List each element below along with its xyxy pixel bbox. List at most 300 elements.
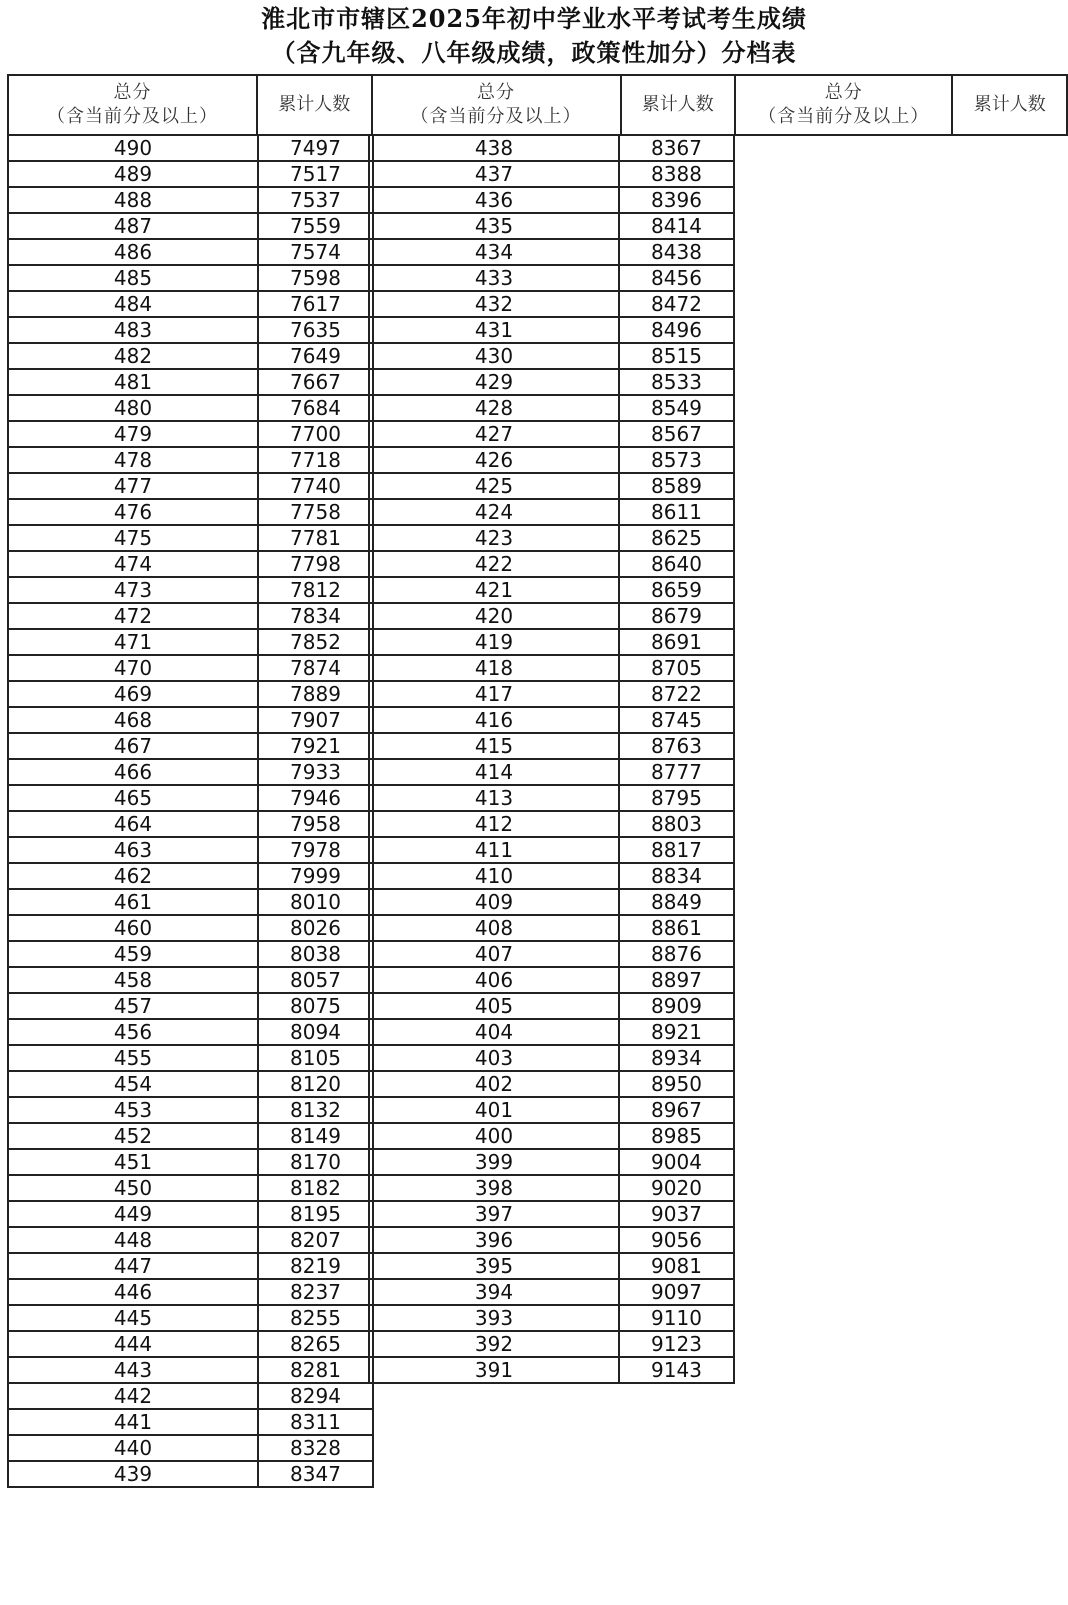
- score-cell: 392: [369, 1331, 619, 1357]
- count-cell: 8589: [619, 473, 734, 499]
- header-score-sub: （含当前分及以上）: [758, 106, 930, 127]
- score-cell: 479: [8, 421, 258, 447]
- score-cell: 483: [8, 317, 258, 343]
- count-cell: 8255: [258, 1305, 373, 1331]
- count-cell: 8182: [258, 1175, 373, 1201]
- count-cell: 8909: [619, 993, 734, 1019]
- count-cell: 7999: [258, 863, 373, 889]
- count-cell: 8094: [258, 1019, 373, 1045]
- count-cell: 8265: [258, 1331, 373, 1357]
- header-score: [372, 75, 621, 135]
- score-cell: 481: [8, 369, 258, 395]
- table-row: [369, 265, 734, 291]
- score-cell: 402: [369, 1071, 619, 1097]
- count-cell: 8294: [258, 1383, 373, 1409]
- table-row: [369, 161, 734, 187]
- count-cell: 7684: [258, 395, 373, 421]
- score-cell: 485: [8, 265, 258, 291]
- table-row: [8, 421, 373, 447]
- table-row: [8, 499, 373, 525]
- score-cell: 430: [369, 343, 619, 369]
- count-cell: 8515: [619, 343, 734, 369]
- table-row: [369, 1227, 734, 1253]
- count-cell: 7933: [258, 759, 373, 785]
- score-table-column-1: [7, 134, 374, 1488]
- score-cell: 475: [8, 525, 258, 551]
- score-cell: 487: [8, 213, 258, 239]
- table-row: [8, 629, 373, 655]
- header-count: 累计人数: [952, 75, 1067, 135]
- table-row: [369, 915, 734, 941]
- score-cell: 415: [369, 733, 619, 759]
- score-cell: 416: [369, 707, 619, 733]
- table-row: [8, 473, 373, 499]
- score-cell: 489: [8, 161, 258, 187]
- score-cell: 438: [369, 135, 619, 161]
- count-cell: 8396: [619, 187, 734, 213]
- count-cell: 8149: [258, 1123, 373, 1149]
- table-row: [369, 681, 734, 707]
- score-cell: 395: [369, 1253, 619, 1279]
- table-row: [8, 1123, 373, 1149]
- count-cell: 8611: [619, 499, 734, 525]
- table-row: [8, 863, 373, 889]
- count-cell: 9110: [619, 1305, 734, 1331]
- table-row: [8, 525, 373, 551]
- score-cell: 449: [8, 1201, 258, 1227]
- score-cell: 465: [8, 785, 258, 811]
- count-cell: 8876: [619, 941, 734, 967]
- count-cell: 8549: [619, 395, 734, 421]
- score-cell: 454: [8, 1071, 258, 1097]
- score-cell: 490: [8, 135, 258, 161]
- table-row: [8, 811, 373, 837]
- score-cell: 406: [369, 967, 619, 993]
- score-cell: 411: [369, 837, 619, 863]
- table-row: [369, 239, 734, 265]
- score-cell: 453: [8, 1097, 258, 1123]
- score-cell: 482: [8, 343, 258, 369]
- count-cell: 8414: [619, 213, 734, 239]
- score-cell: 432: [369, 291, 619, 317]
- count-cell: 7617: [258, 291, 373, 317]
- count-cell: 7781: [258, 525, 373, 551]
- table-row: [8, 1097, 373, 1123]
- table-row: [369, 993, 734, 1019]
- table-row: [369, 421, 734, 447]
- score-table-column-2: [368, 134, 735, 1384]
- score-cell: 452: [8, 1123, 258, 1149]
- table-row: [369, 1201, 734, 1227]
- score-cell: 456: [8, 1019, 258, 1045]
- score-cell: 443: [8, 1357, 258, 1383]
- count-cell: 7574: [258, 239, 373, 265]
- table-row: [8, 1045, 373, 1071]
- header-score-sub: （含当前分及以上）: [47, 106, 219, 127]
- header-score: [735, 75, 952, 135]
- table-row: [8, 265, 373, 291]
- score-cell: 472: [8, 603, 258, 629]
- score-cell: 484: [8, 291, 258, 317]
- table-row: [369, 733, 734, 759]
- table-row: [369, 811, 734, 837]
- table-row: [8, 1409, 373, 1435]
- score-cell: 439: [8, 1461, 258, 1487]
- score-cell: 437: [369, 161, 619, 187]
- count-cell: 8207: [258, 1227, 373, 1253]
- score-cell: 473: [8, 577, 258, 603]
- count-cell: 8075: [258, 993, 373, 1019]
- count-cell: 8438: [619, 239, 734, 265]
- table-row: [8, 707, 373, 733]
- count-cell: 7537: [258, 187, 373, 213]
- table-row: [369, 525, 734, 551]
- count-cell: 8237: [258, 1279, 373, 1305]
- count-cell: 7958: [258, 811, 373, 837]
- count-cell: 8745: [619, 707, 734, 733]
- score-cell: 393: [369, 1305, 619, 1331]
- score-cell: 477: [8, 473, 258, 499]
- score-table-header: [7, 74, 1068, 136]
- table-row: [369, 213, 734, 239]
- score-cell: 422: [369, 551, 619, 577]
- count-cell: 8921: [619, 1019, 734, 1045]
- table-row: [369, 499, 734, 525]
- score-cell: 461: [8, 889, 258, 915]
- count-cell: 7946: [258, 785, 373, 811]
- score-cell: 463: [8, 837, 258, 863]
- table-row: [8, 1201, 373, 1227]
- count-cell: 8328: [258, 1435, 373, 1461]
- count-cell: 7834: [258, 603, 373, 629]
- count-cell: 8777: [619, 759, 734, 785]
- table-row: [8, 1149, 373, 1175]
- score-cell: 399: [369, 1149, 619, 1175]
- table-row: [369, 187, 734, 213]
- table-row: [369, 889, 734, 915]
- table-row: [8, 213, 373, 239]
- header-score-label: 总分: [824, 82, 863, 103]
- count-cell: 8625: [619, 525, 734, 551]
- score-cell: 423: [369, 525, 619, 551]
- count-cell: 7667: [258, 369, 373, 395]
- table-row: [8, 1435, 373, 1461]
- score-cell: 480: [8, 395, 258, 421]
- score-cell: 446: [8, 1279, 258, 1305]
- count-cell: 8659: [619, 577, 734, 603]
- table-row: [8, 317, 373, 343]
- table-row: [8, 1461, 373, 1487]
- count-cell: 8691: [619, 629, 734, 655]
- count-cell: 7907: [258, 707, 373, 733]
- score-table-body-2: [369, 135, 734, 1383]
- table-row: [369, 551, 734, 577]
- table-row: [369, 1279, 734, 1305]
- table-row: [8, 1383, 373, 1409]
- header-count: 累计人数: [621, 75, 735, 135]
- score-cell: 488: [8, 187, 258, 213]
- table-row: [369, 707, 734, 733]
- score-cell: 445: [8, 1305, 258, 1331]
- count-cell: 8311: [258, 1409, 373, 1435]
- count-cell: 8763: [619, 733, 734, 759]
- count-cell: 8367: [619, 135, 734, 161]
- page-title: 淮北市市辖区2025年初中学业水平考试考生成绩: [261, 4, 807, 33]
- table-row: [8, 941, 373, 967]
- score-cell: 450: [8, 1175, 258, 1201]
- count-cell: 8573: [619, 447, 734, 473]
- score-cell: 444: [8, 1331, 258, 1357]
- table-row: [369, 1071, 734, 1097]
- score-cell: 408: [369, 915, 619, 941]
- page-subtitle: （含九年级、八年级成绩，政策性加分）分档表: [271, 38, 797, 67]
- score-cell: 418: [369, 655, 619, 681]
- table-row: [369, 577, 734, 603]
- table-row: [369, 655, 734, 681]
- score-cell: 413: [369, 785, 619, 811]
- table-row: [8, 1279, 373, 1305]
- count-cell: 7497: [258, 135, 373, 161]
- count-cell: 8967: [619, 1097, 734, 1123]
- table-row: [369, 291, 734, 317]
- score-cell: 459: [8, 941, 258, 967]
- count-cell: 8170: [258, 1149, 373, 1175]
- count-cell: 7978: [258, 837, 373, 863]
- table-row: [369, 395, 734, 421]
- score-cell: 447: [8, 1253, 258, 1279]
- score-cell: 460: [8, 915, 258, 941]
- count-cell: 9020: [619, 1175, 734, 1201]
- count-cell: 8817: [619, 837, 734, 863]
- count-cell: 8897: [619, 967, 734, 993]
- table-row: [369, 1045, 734, 1071]
- count-cell: 8985: [619, 1123, 734, 1149]
- table-row: [8, 1357, 373, 1383]
- count-cell: 8281: [258, 1357, 373, 1383]
- table-row: [8, 733, 373, 759]
- count-cell: 9037: [619, 1201, 734, 1227]
- table-row: [369, 1175, 734, 1201]
- score-cell: 410: [369, 863, 619, 889]
- table-row: [8, 967, 373, 993]
- table-row: [8, 655, 373, 681]
- count-cell: 8347: [258, 1461, 373, 1487]
- table-row: [8, 395, 373, 421]
- count-cell: 7812: [258, 577, 373, 603]
- score-cell: 396: [369, 1227, 619, 1253]
- header-score-label: 总分: [477, 82, 516, 103]
- count-cell: 8496: [619, 317, 734, 343]
- table-row: [369, 447, 734, 473]
- score-cell: 398: [369, 1175, 619, 1201]
- table-row: [369, 1123, 734, 1149]
- count-cell: 8849: [619, 889, 734, 915]
- score-cell: 457: [8, 993, 258, 1019]
- table-row: [8, 291, 373, 317]
- count-cell: 8679: [619, 603, 734, 629]
- count-cell: 9004: [619, 1149, 734, 1175]
- table-row: [369, 1253, 734, 1279]
- header-score: [8, 75, 257, 135]
- score-cell: 470: [8, 655, 258, 681]
- table-row: [369, 1305, 734, 1331]
- score-cell: 474: [8, 551, 258, 577]
- score-cell: 466: [8, 759, 258, 785]
- count-cell: 9097: [619, 1279, 734, 1305]
- count-cell: 7852: [258, 629, 373, 655]
- score-cell: 431: [369, 317, 619, 343]
- table-row: [8, 603, 373, 629]
- table-row: [8, 759, 373, 785]
- table-row: [369, 629, 734, 655]
- table-row: [369, 1149, 734, 1175]
- count-cell: 8722: [619, 681, 734, 707]
- table-row: [369, 785, 734, 811]
- score-cell: 448: [8, 1227, 258, 1253]
- score-cell: 468: [8, 707, 258, 733]
- count-cell: 8038: [258, 941, 373, 967]
- count-cell: 9123: [619, 1331, 734, 1357]
- table-row: [369, 1097, 734, 1123]
- table-row: [369, 759, 734, 785]
- table-row: [369, 1357, 734, 1383]
- count-cell: 9081: [619, 1253, 734, 1279]
- score-cell: 458: [8, 967, 258, 993]
- score-cell: 429: [369, 369, 619, 395]
- count-cell: 7740: [258, 473, 373, 499]
- table-row: [369, 343, 734, 369]
- table-row: [369, 863, 734, 889]
- count-cell: 8026: [258, 915, 373, 941]
- score-cell: 435: [369, 213, 619, 239]
- score-cell: 407: [369, 941, 619, 967]
- count-cell: 8567: [619, 421, 734, 447]
- count-cell: 7758: [258, 499, 373, 525]
- score-cell: 403: [369, 1045, 619, 1071]
- score-cell: 424: [369, 499, 619, 525]
- table-row: [8, 1331, 373, 1357]
- score-table-body-1: [8, 135, 373, 1487]
- count-cell: 7718: [258, 447, 373, 473]
- count-cell: 8533: [619, 369, 734, 395]
- table-row: [8, 369, 373, 395]
- count-cell: 8640: [619, 551, 734, 577]
- table-row: [8, 577, 373, 603]
- score-cell: 433: [369, 265, 619, 291]
- table-row: [8, 343, 373, 369]
- score-cell: 414: [369, 759, 619, 785]
- count-cell: 7889: [258, 681, 373, 707]
- score-cell: 419: [369, 629, 619, 655]
- header-score-sub: （含当前分及以上）: [410, 106, 582, 127]
- score-cell: 421: [369, 577, 619, 603]
- table-row: [8, 993, 373, 1019]
- count-cell: 9056: [619, 1227, 734, 1253]
- count-cell: 7598: [258, 265, 373, 291]
- score-cell: 469: [8, 681, 258, 707]
- score-cell: 441: [8, 1409, 258, 1435]
- score-cell: 425: [369, 473, 619, 499]
- score-cell: 464: [8, 811, 258, 837]
- table-row: [369, 135, 734, 161]
- count-cell: 7559: [258, 213, 373, 239]
- table-row: [369, 317, 734, 343]
- score-cell: 478: [8, 447, 258, 473]
- score-cell: 476: [8, 499, 258, 525]
- table-row: [8, 785, 373, 811]
- count-cell: 8456: [619, 265, 734, 291]
- count-cell: 8950: [619, 1071, 734, 1097]
- score-cell: 391: [369, 1357, 619, 1383]
- table-row: [8, 1175, 373, 1201]
- count-cell: 7700: [258, 421, 373, 447]
- score-cell: 462: [8, 863, 258, 889]
- score-cell: 451: [8, 1149, 258, 1175]
- score-cell: 409: [369, 889, 619, 915]
- count-cell: 8834: [619, 863, 734, 889]
- score-cell: 455: [8, 1045, 258, 1071]
- score-cell: 471: [8, 629, 258, 655]
- count-cell: 7649: [258, 343, 373, 369]
- count-cell: 8388: [619, 161, 734, 187]
- table-row: [369, 837, 734, 863]
- table-row: [8, 1305, 373, 1331]
- count-cell: 8934: [619, 1045, 734, 1071]
- count-cell: 7798: [258, 551, 373, 577]
- table-row: [369, 941, 734, 967]
- score-cell: 404: [369, 1019, 619, 1045]
- score-cell: 426: [369, 447, 619, 473]
- table-row: [8, 837, 373, 863]
- table-row: [8, 187, 373, 213]
- table-row: [8, 1071, 373, 1097]
- count-cell: 8219: [258, 1253, 373, 1279]
- count-cell: 8195: [258, 1201, 373, 1227]
- count-cell: 8803: [619, 811, 734, 837]
- count-cell: 7635: [258, 317, 373, 343]
- count-cell: 8861: [619, 915, 734, 941]
- table-row: [8, 889, 373, 915]
- table-row: [8, 915, 373, 941]
- count-cell: 7517: [258, 161, 373, 187]
- score-cell: 420: [369, 603, 619, 629]
- count-cell: 8472: [619, 291, 734, 317]
- count-cell: 8010: [258, 889, 373, 915]
- score-cell: 486: [8, 239, 258, 265]
- score-cell: 427: [369, 421, 619, 447]
- count-cell: 8120: [258, 1071, 373, 1097]
- table-row: [369, 473, 734, 499]
- score-cell: 428: [369, 395, 619, 421]
- table-row: [369, 1019, 734, 1045]
- count-cell: 8705: [619, 655, 734, 681]
- header-score-label: 总分: [113, 82, 152, 103]
- table-row: [369, 1331, 734, 1357]
- table-row: [8, 681, 373, 707]
- table-row: [8, 239, 373, 265]
- table-row: [8, 447, 373, 473]
- table-row: [369, 603, 734, 629]
- score-cell: 394: [369, 1279, 619, 1305]
- table-row: [8, 135, 373, 161]
- score-cell: 434: [369, 239, 619, 265]
- score-cell: 405: [369, 993, 619, 1019]
- table-row: [8, 1019, 373, 1045]
- table-row: [8, 1227, 373, 1253]
- count-cell: 8132: [258, 1097, 373, 1123]
- table-row: [369, 369, 734, 395]
- score-cell: 397: [369, 1201, 619, 1227]
